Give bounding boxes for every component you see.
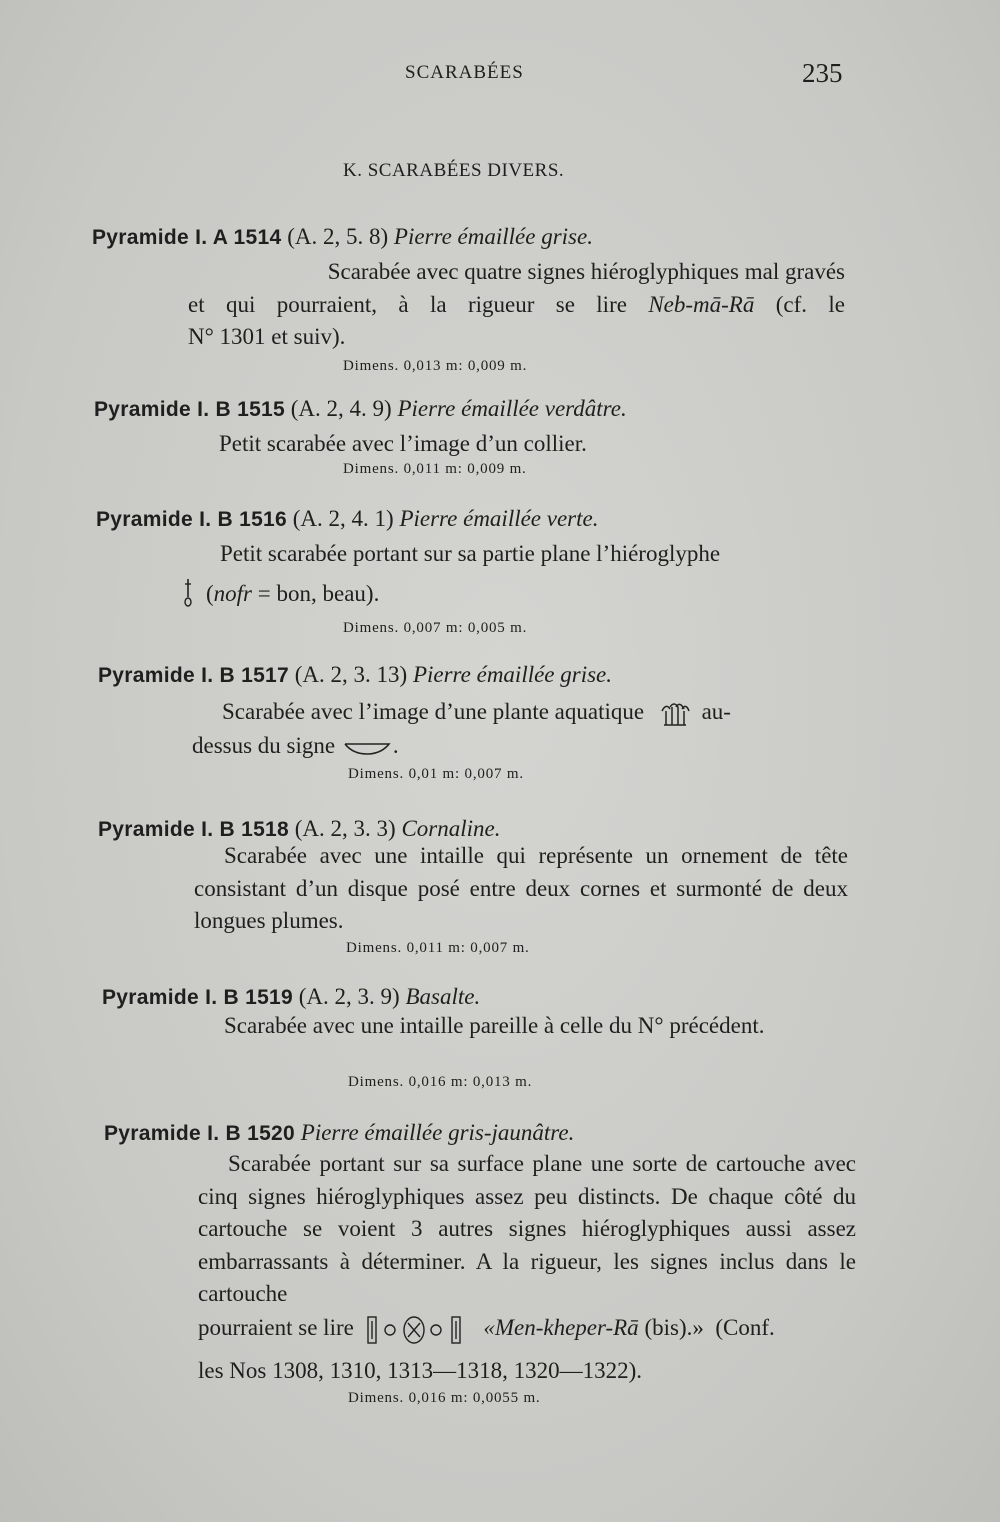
entry-label: Pyramide I. B 1519 — [102, 986, 294, 1009]
entry-heading — [104, 1120, 574, 1146]
entry-reference: (A. 2, 5. 8) — [287, 224, 389, 249]
entry-heading — [98, 662, 612, 688]
entry-description: Petit scarabée avec l’image d’un collier. — [219, 431, 587, 456]
entry-heading — [98, 816, 500, 842]
entry-heading — [96, 506, 598, 532]
entry-label: Pyramide I. B 1520 — [104, 1122, 296, 1145]
entry-material: Pierre émaillée grise. — [393, 224, 593, 249]
entry-material: Pierre émaillée grise. — [412, 662, 613, 687]
entry-dimensions: Dimens. 0,016 m: 0,013 m. — [348, 1074, 533, 1090]
entry-dimensions: Dimens. 0,007 m: 0,005 m. — [343, 620, 528, 636]
entry-heading — [102, 984, 480, 1010]
entry-dimensions: Dimens. 0,013 m: 0,009 m. — [343, 358, 528, 374]
entry-dimensions: Dimens. 0,011 m: 0,007 m. — [346, 940, 530, 956]
nofr-gloss: = bon, beau). — [257, 581, 380, 606]
royal-name: Neb-mā-Rā — [648, 291, 755, 317]
entry-material: Basalte. — [405, 984, 481, 1009]
entry-material: Cornaline. — [401, 816, 501, 841]
nofr-word: nofr — [213, 581, 253, 606]
desc-line: N° 1301 et suiv). — [188, 324, 346, 349]
desc-line: et qui pourraient, à la rigueur se lire Neb-mā-Rā (cf. le — [188, 291, 846, 317]
entry-dimensions: Dimens. 0,01 m: 0,007 m. — [348, 766, 524, 782]
entry-description: Scarabée portant sur sa surface plane une sorte de cartouche avec cinq signes hiéroglyphiques assez peu distincts. De chaque côté du cartouche se voient 3 autres signes hiéroglyphiques aussi assez embarrassants à déterminer. A la rigueur, les signes inclus dans le cartouche — [198, 1151, 856, 1306]
cartouche-reading: «Men-kheper-Rā — [483, 1315, 639, 1340]
section-title: K. SCARABÉES DIVERS. — [343, 160, 565, 181]
entry-label: Pyramide I. A 1514 — [92, 226, 282, 249]
cartouche-hieroglyphs-icon — [364, 1313, 474, 1347]
entry-reference: (A. 2, 3. 9) — [298, 984, 400, 1009]
entry-description: Scarabée avec une intaille qui représente un ornement de tête consistant d’un disque posé entre deux cornes et surmonté de deux longues plumes. — [194, 843, 848, 933]
desc-line: Scarabée avec l’image d’une plante aquatique au- — [222, 696, 852, 729]
aquatic-plant-hieroglyph-icon — [660, 701, 690, 727]
entry-reference: (A. 2, 4. 9) — [290, 396, 392, 421]
entry-material: Pierre émaillée gris-jaunâtre. — [300, 1120, 575, 1145]
entry-heading — [94, 396, 627, 422]
entry-reference: (A. 2, 3. 13) — [294, 662, 408, 687]
entry-description — [188, 256, 845, 354]
basket-sign-hieroglyph-icon — [341, 740, 393, 756]
entry-material: Pierre émaillée verdâtre. — [397, 396, 627, 421]
entry-material: Pierre émaillée verte. — [399, 506, 599, 531]
entry-description: Scarabée avec une intaille pareille à celle du N° précédent. — [224, 1013, 765, 1038]
entry-reference: (A. 2, 3. 3) — [294, 816, 396, 841]
page-header — [0, 58, 1000, 98]
desc-line: Scarabée avec quatre signes hiéroglyphiques mal gravés — [327, 259, 845, 284]
conf-line: les Nos 1308, 1310, 1313—1318, 1320—1322). — [198, 1358, 643, 1383]
nofr-hieroglyph-icon — [184, 579, 192, 607]
page-number: 235 — [802, 58, 843, 88]
entry-heading — [92, 224, 593, 250]
entry-label: Pyramide I. B 1516 — [96, 508, 288, 531]
entry-dimensions: Dimens. 0,016 m: 0,0055 m. — [348, 1390, 541, 1406]
entry-reference: (A. 2, 4. 1) — [292, 506, 394, 531]
entry-description — [222, 696, 852, 729]
entry-description-cont: dessus du signe . — [192, 733, 399, 758]
cartouche-reading-line: pourraient se lire «Men-kheper-Rā (bis).» (Conf. — [198, 1312, 858, 1347]
nofr-line: (nofr = bon, beau). — [184, 578, 784, 611]
entry-label: Pyramide I. B 1518 — [98, 818, 290, 841]
running-title: SCARABÉES — [405, 62, 524, 83]
entry-description — [220, 538, 850, 571]
entry-dimensions: Dimens. 0,011 m: 0,009 m. — [343, 461, 527, 477]
entry-label: Pyramide I. B 1515 — [94, 398, 286, 421]
desc-line: Petit scarabée portant sur sa partie plane l’hiéroglyphe — [220, 541, 721, 566]
entry-label: Pyramide I. B 1517 — [98, 664, 290, 687]
